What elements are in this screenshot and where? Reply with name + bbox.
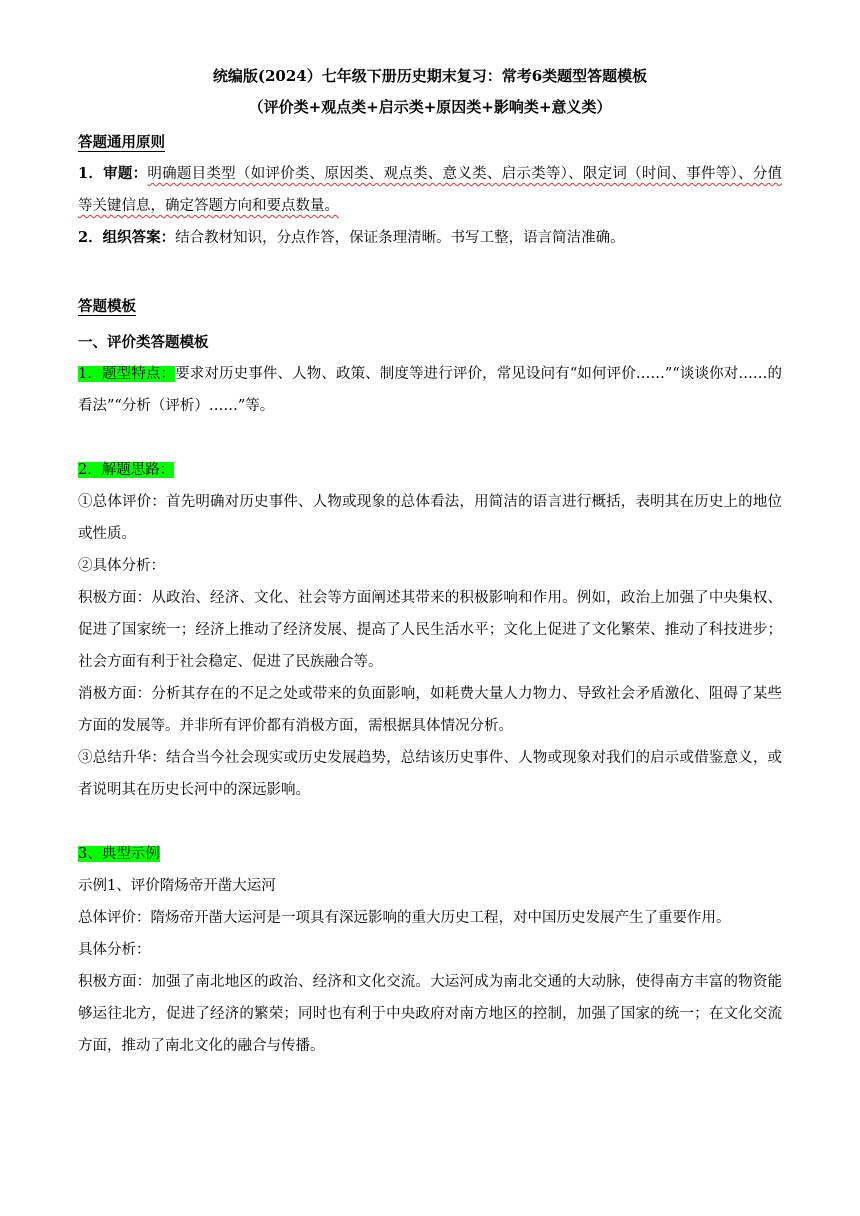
example-positive: 积极方面：加强了南北地区的政治、经济和文化交流。大运河成为南北交通的大动脉，使得南方丰富的物资能够运往北方，促进了经济的繁荣；同时也有利于中央政府对南方地区的控制，加强了国家的统一；在文化交流方面，推动了南北文化的融合与传播。: [78, 974, 782, 1054]
point2-label: 2．解题思路：: [78, 462, 175, 478]
example-specific: 具体分析：: [78, 942, 151, 958]
principles-heading: 答题通用原则: [78, 134, 165, 151]
example-title: 示例1、评价隋炀帝开凿大运河: [78, 878, 276, 894]
step1-overall: ①总体评价：首先明确对历史事件、人物或现象的总体看法，用简洁的语言进行概括，表明其在历史上的地位或性质。: [78, 494, 782, 542]
principle-1: 1．审题：明确题目类型（如评价类、原因类、观点类、意义类、启示类等）、限定词（时间、事件等）、分值等关键信息，确定答题方向和要点数量。: [78, 165, 783, 214]
point1-features: 1．题型特点：要求对历史事件、人物、政策、制度等进行评价，常见设问有“如何评价……”“谈谈你对……的看法”“分析（评析）……”等。: [78, 366, 782, 414]
negative-aspect: 消极方面：分析其存在的不足之处或带来的负面影响，如耗费大量人力物力、导致社会矛盾激化、阻碍了某些方面的发展等。并非所有评价都有消极方面，需根据具体情况分析。: [78, 686, 782, 734]
templates-heading: 答题模板: [78, 298, 136, 315]
document-subtitle: （评价类+观点类+启示类+原因类+影响类+意义类）: [248, 98, 612, 116]
point3-label: 3、典型示例: [78, 846, 160, 862]
example-overall: 总体评价：隋炀帝开凿大运河是一项具有深远影响的重大历史工程，对中国历史发展产生了重要作用。: [78, 910, 731, 926]
positive-aspect: 积极方面：从政治、经济、文化、社会等方面阐述其带来的积极影响和作用。例如，政治上加强了中央集权、促进了国家统一；经济上推动了经济发展、提高了人民生活水平；文化上促进了文化繁荣、推动了科技进步；社会方面有利于社会稳定、促进了民族融合等。: [78, 590, 782, 670]
principle-2: 2．组织答案：结合教材知识，分点作答，保证条理清晰。书写工整，语言简洁准确。: [78, 229, 625, 246]
document-title: 统编版(2024）七年级下册历史期末复习：常考6类题型答题模板: [212, 67, 648, 85]
step3-summary: ③总结升华：结合当今社会现实或历史发展趋势，总结该历史事件、人物或现象对我们的启示或借鉴意义，或者说明其在历史长河中的深远影响。: [78, 750, 782, 798]
section1-heading: 一、评价类答题模板: [78, 334, 209, 351]
step2-specific: ②具体分析：: [78, 558, 165, 574]
